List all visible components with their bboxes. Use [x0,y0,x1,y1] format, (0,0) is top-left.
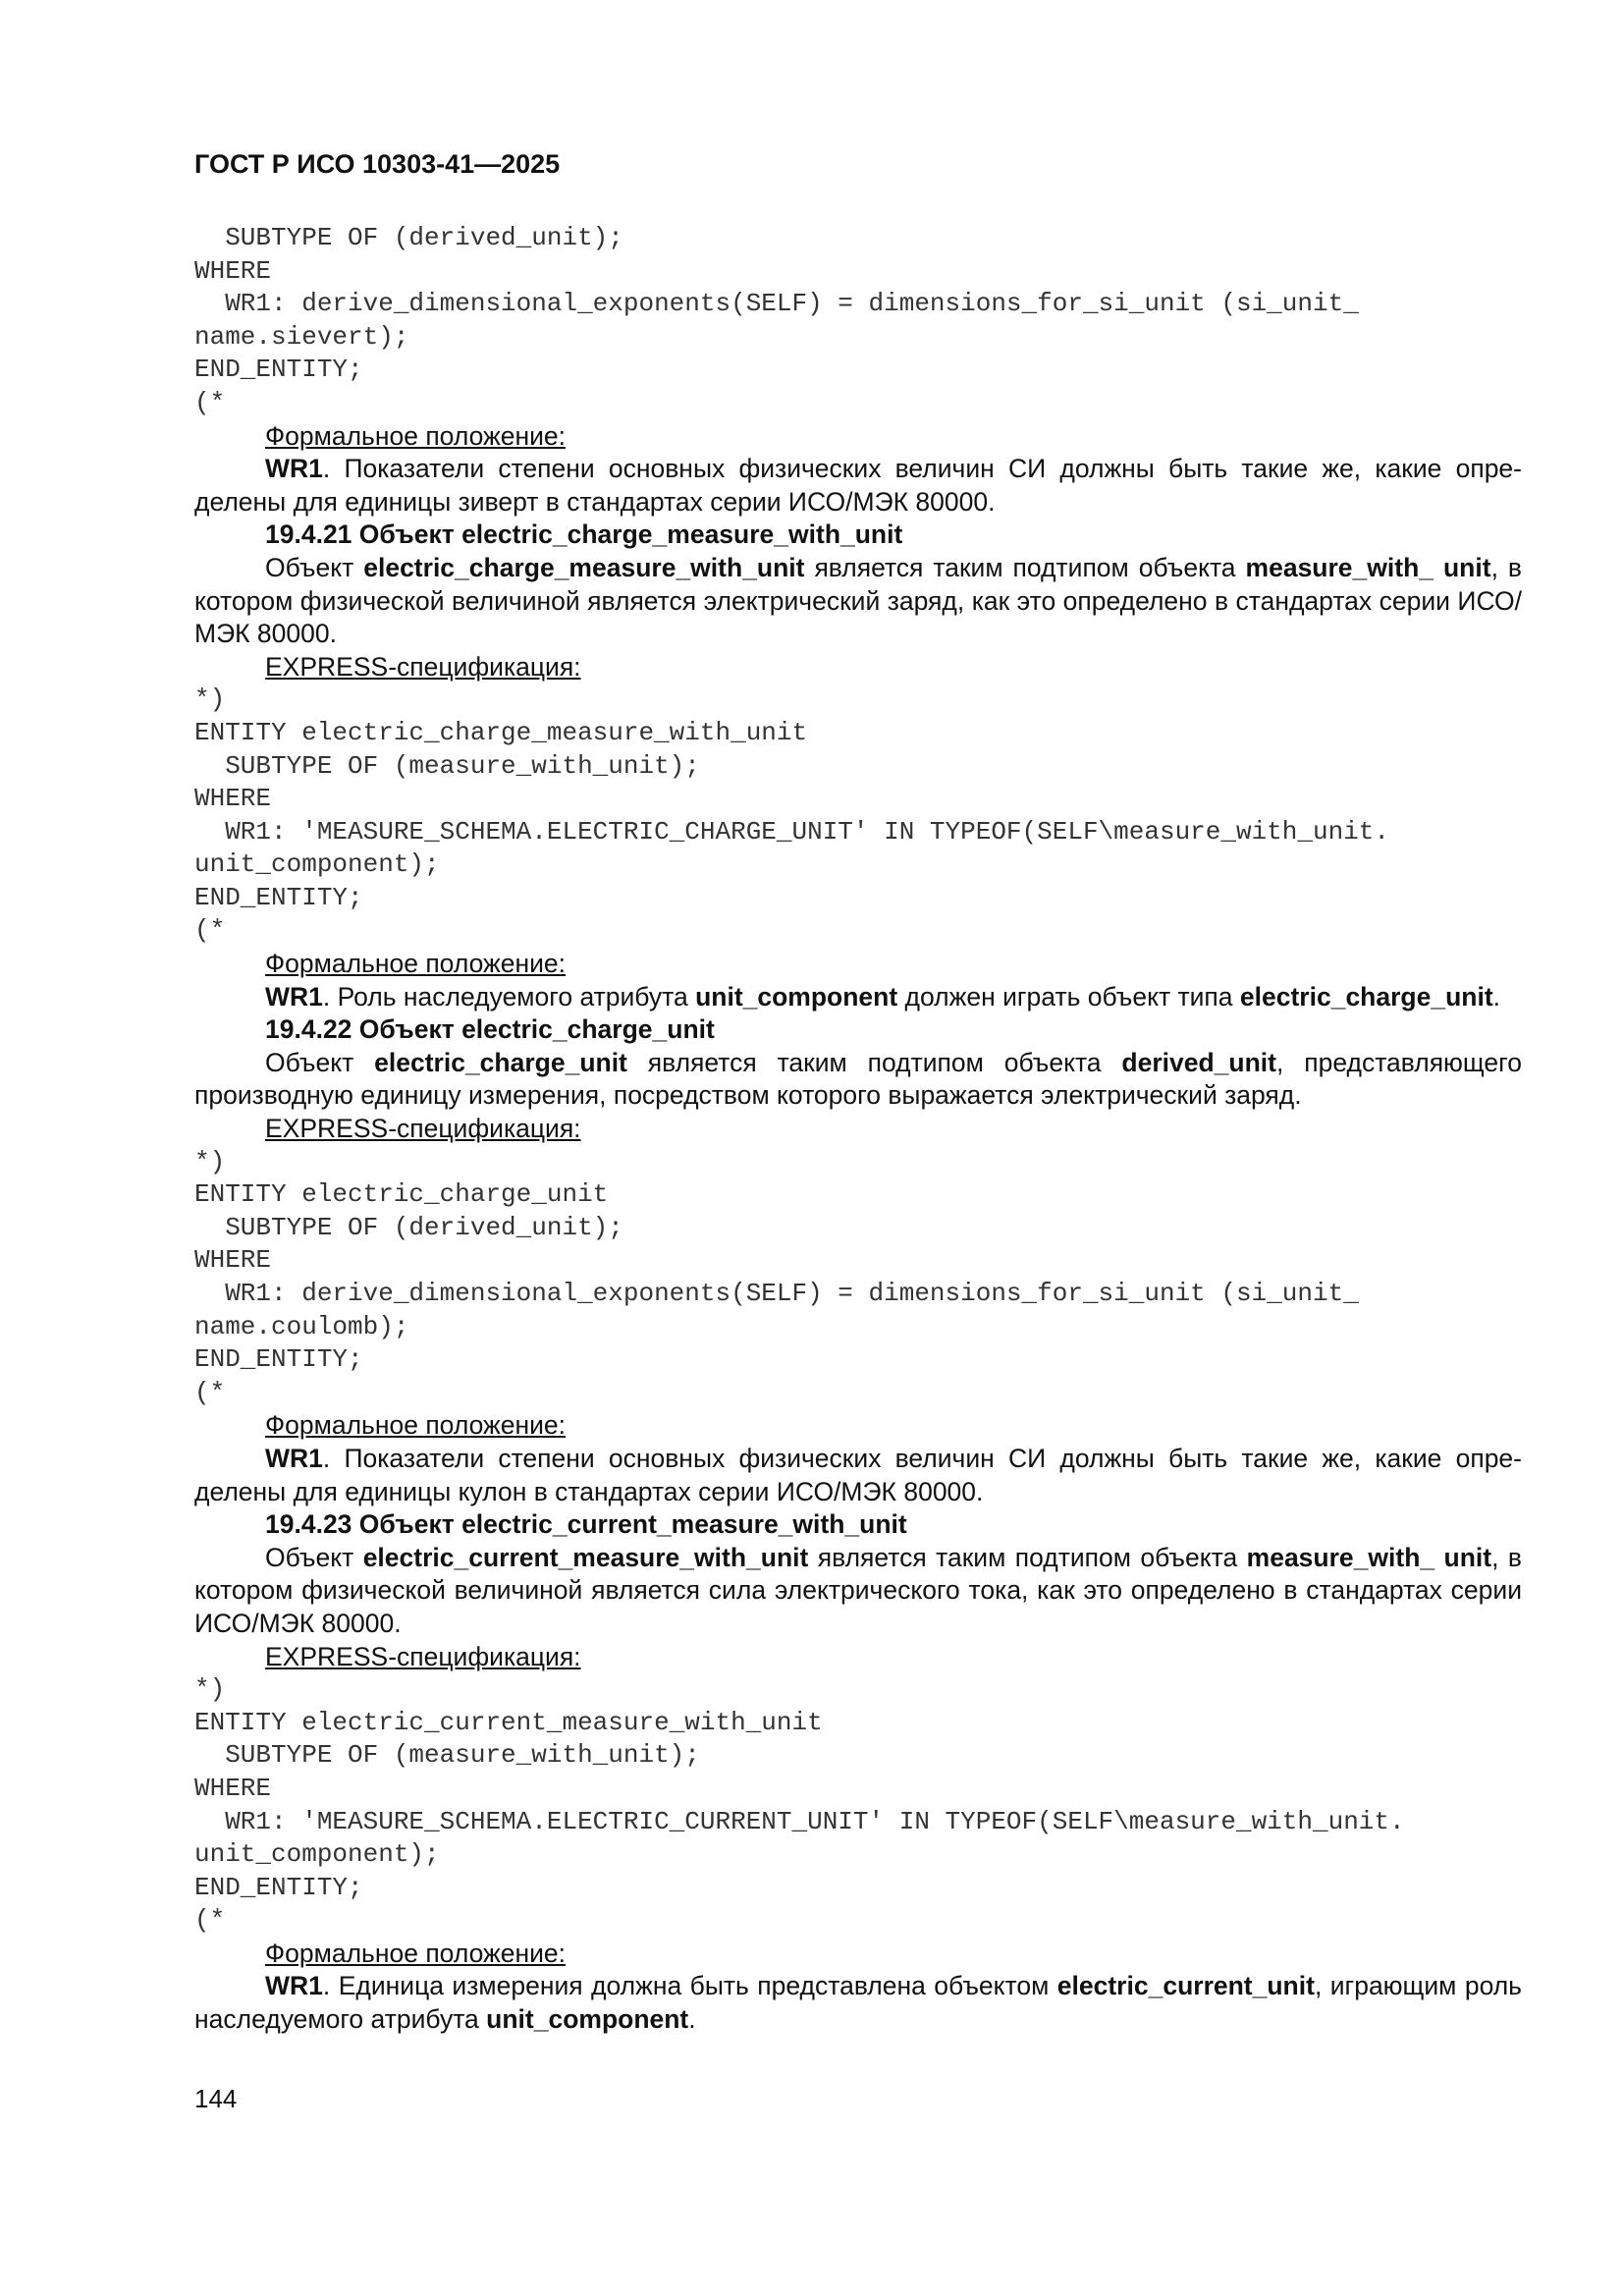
document-header: ГОСТ Р ИСО 10303-41—2025 [194,149,561,179]
formal-text-4: WR1. Единица измерения должна быть представлена объектом electric_current_unit, играющим роль наследуемого атрибута unit_component. [194,1971,1522,2035]
formal-text-2: WR1. Роль наследуемого атрибута unit_component должен играть объект типа electric_charge_unit. [265,981,1501,1011]
formal-label: Формальное положение: [265,1938,567,1968]
section-text-19-4-21: Объект electric_charge_measure_with_unit является таким подтипом объекта measure_with_ unit, в котором физической величиной является электрический заряд, как это определено в стандартах серии ИСО/МЭК 80000. [194,552,1522,649]
page-content [194,222,1522,2037]
formal-label: Формальное положение: [265,1410,567,1441]
formal-text-3: WR1. Показатели степени основных физических величин СИ должны быть такие же, какие определены для единицы кулон в стандартах серии ИСО/МЭК 80000. [194,1443,1522,1506]
code-block-1: SUBTYPE OF (derived_unit); WHERE WR1: derive_dimensional_exponents(SELF) = dimensions_for_si_unit (si_unit_ name.sievert); END_ENTITY; (* [194,223,1359,417]
code-block-4: *) ENTITY electric_current_measure_with_unit SUBTYPE OF (measure_with_unit); WHERE WR1: 'MEASURE_SCHEMA.ELECTRIC_CURRENT_UNIT' IN TYPEOF(SELF\measure_with_unit. unit_component); END_ENTITY; (* [194,1674,1405,1936]
section-heading-19-4-22: 19.4.22 Объект electric_charge_unit [265,1014,715,1045]
page-number: 144 [194,2084,238,2113]
express-label: EXPRESS-спецификация: [265,651,581,682]
express-label: EXPRESS-спецификация: [265,1641,581,1671]
formal-label: Формальное положение: [265,420,567,451]
section-heading-19-4-23: 19.4.23 Объект electric_current_measure_with_unit [265,1509,907,1540]
formal-label: Формальное положение: [265,949,567,979]
code-block-2: *) ENTITY electric_charge_measure_with_unit SUBTYPE OF (measure_with_unit); WHERE WR1: 'MEASURE_SCHEMA.ELECTRIC_CHARGE_UNIT' IN TYPEOF(SELF\measure_with_unit. unit_component); END_ENTITY; (* [194,684,1389,946]
formal-text-1: WR1. Показатели степени основных физических величин СИ должны быть такие же, какие определены для единицы зиверт в стандартах серии ИСО/МЭК 80000. [194,454,1522,517]
code-block-3: *) ENTITY electric_charge_unit SUBTYPE OF (derived_unit); WHERE WR1: derive_dimensional_exponents(SELF) = dimensions_for_si_unit (si_unit_ name.coulomb); END_ENTITY; (* [194,1146,1359,1407]
express-label: EXPRESS-спецификация: [265,1114,581,1144]
section-text-19-4-23: Объект electric_current_measure_with_unit является таким подтипом объекта measure_with_ unit, в котором физической величиной является сила электрического тока, как это определено в стандартах серии ИСО/МЭК 80000. [194,1542,1522,1638]
section-text-19-4-22: Объект electric_charge_unit является таким подтипом объекта derived_unit, представляющего производную единицу измерения, посредством которого выражается электрический заряд. [194,1047,1522,1111]
section-heading-19-4-21: 19.4.21 Объект electric_charge_measure_with_unit [265,519,903,550]
